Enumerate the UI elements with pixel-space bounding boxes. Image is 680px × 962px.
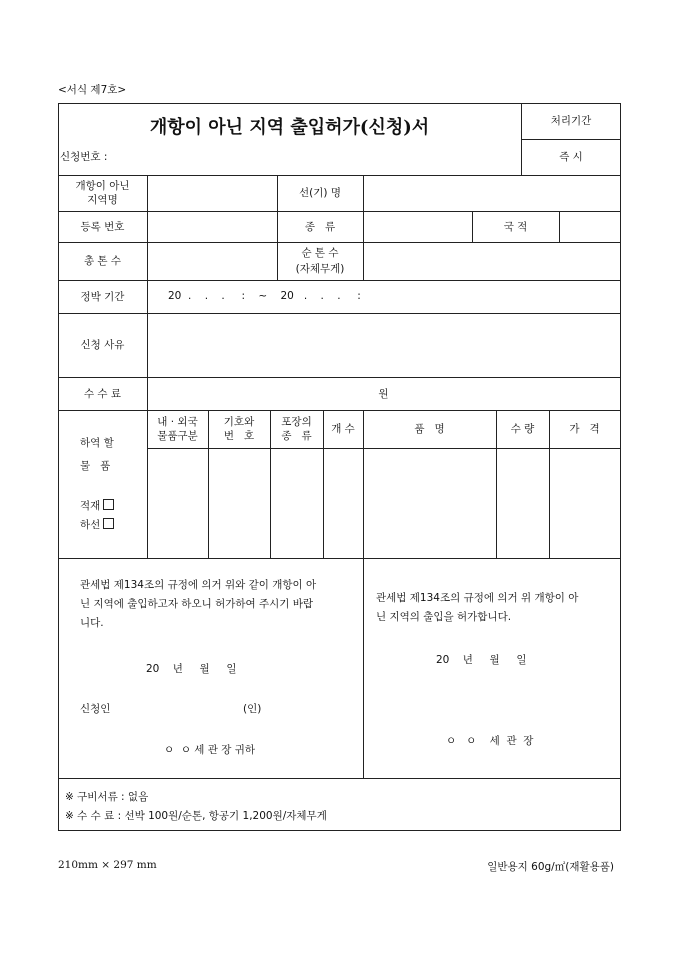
application-number-label: 신청번호 : [60,151,108,163]
processing-period-label: 처리기간 [550,115,592,127]
fee-unit: 원 [378,387,389,400]
application-text-line2: 닌 지역에 출입하고자 하오니 허가하여 주시기 바랍 [80,598,314,610]
required-documents-note: ※ 구비서류 : 없음 [65,791,149,803]
gross-tonnage-label: 총 톤 수 [83,255,122,267]
application-recipient: ㅇ ㅇ 세 관 장 귀하 [164,744,256,756]
col-qty-header: 수 량 [510,423,535,435]
row-line [58,558,621,559]
permit-text-line2: 닌 지역의 출입을 허가합니다. [376,611,512,623]
net-tonnage-line2: (자체무게) [295,263,345,275]
col-mark-line2: 번 호 [223,430,255,442]
paper-size: 210mm × 297 mm [58,859,157,871]
net-tonnage-field[interactable] [363,242,620,280]
col-pack-line1: 포장의 [281,416,312,428]
unloading-label: 하선 [80,519,101,531]
cargo-label-line1: 하역 할 [80,437,114,449]
registration-field[interactable] [147,211,277,242]
frame-bottom [58,830,621,831]
application-text-line1: 관세법 제134조의 규정에 의거 위와 같이 개항이 아 [80,579,317,591]
vessel-name-label: 선(기) 명 [299,187,341,199]
registration-label: 등록 번호 [80,220,125,233]
col-domestic-line1: 내 · 외국 [157,416,198,428]
permit-text [376,589,578,627]
type-field[interactable] [363,211,472,242]
form-title: 개항이 아닌 지역 출입허가(신청)서 [149,117,430,138]
col-item-header: 품 명 [414,423,445,435]
unloading-option[interactable] [80,517,114,532]
col-pack-line2: 종 류 [281,430,312,442]
loading-label: 적재 [80,500,101,512]
frame-right [620,103,621,831]
cargo-label-line2: 물 품 [80,460,111,472]
col-domestic-header [147,410,208,448]
applicant-seal: (인) [243,703,262,715]
vessel-name-field[interactable] [363,175,620,211]
anchorage-period-value[interactable]: 20 . . . : ~ 20 . . . : [168,290,361,302]
row-line [58,778,621,779]
nationality-field[interactable] [559,211,620,242]
permit-issuer: ㅇ ㅇ 세 관 장 [446,735,534,747]
area-name-field[interactable] [147,175,277,211]
type-label: 종 류 [304,220,336,233]
col-price-header: 가 격 [569,423,600,435]
loading-checkbox[interactable] [103,499,114,510]
reason-field[interactable] [147,313,620,377]
anchorage-label: 정박 기간 [80,290,125,303]
permit-text-line1: 관세법 제134조의 규정에 의거 위 개항이 아 [376,592,579,604]
loading-option[interactable] [80,498,114,513]
reason-label: 신청 사유 [80,339,125,351]
processing-period-value: 즉 시 [559,151,583,163]
col-domestic-line2: 물품구분 [157,430,198,442]
application-text [80,576,316,633]
area-name-label [58,175,147,211]
col-mark-line1: 기호와 [223,416,255,428]
fees-note: ※ 수 수 료 : 선박 100원/순톤, 항공기 1,200원/자체무게 [65,810,327,822]
gross-tonnage-field[interactable] [147,242,277,280]
paper-type: 일반용지 60g/㎡(재활용품) [487,861,614,873]
col-count-header: 개 수 [331,423,355,435]
col-line [363,558,364,778]
applicant-label: 신청인 [80,703,111,715]
area-label-line2: 지역명 [87,194,118,206]
nationality-label: 국 적 [503,220,528,233]
col-mark-header [208,410,270,448]
application-text-line3: 니다. [80,617,104,629]
application-date: 20 년 월 일 [146,663,237,675]
form-number: <서식 제7호> [58,84,127,96]
net-tonnage-line1: 순 톤 수 [301,247,339,259]
net-tonnage-label [277,242,363,280]
col-pack-header [270,410,323,448]
fee-label: 수 수 료 [83,387,122,400]
permit-date: 20 년 월 일 [436,654,527,666]
area-label-line1: 개항이 아닌 [75,180,130,192]
unloading-checkbox[interactable] [103,518,114,529]
